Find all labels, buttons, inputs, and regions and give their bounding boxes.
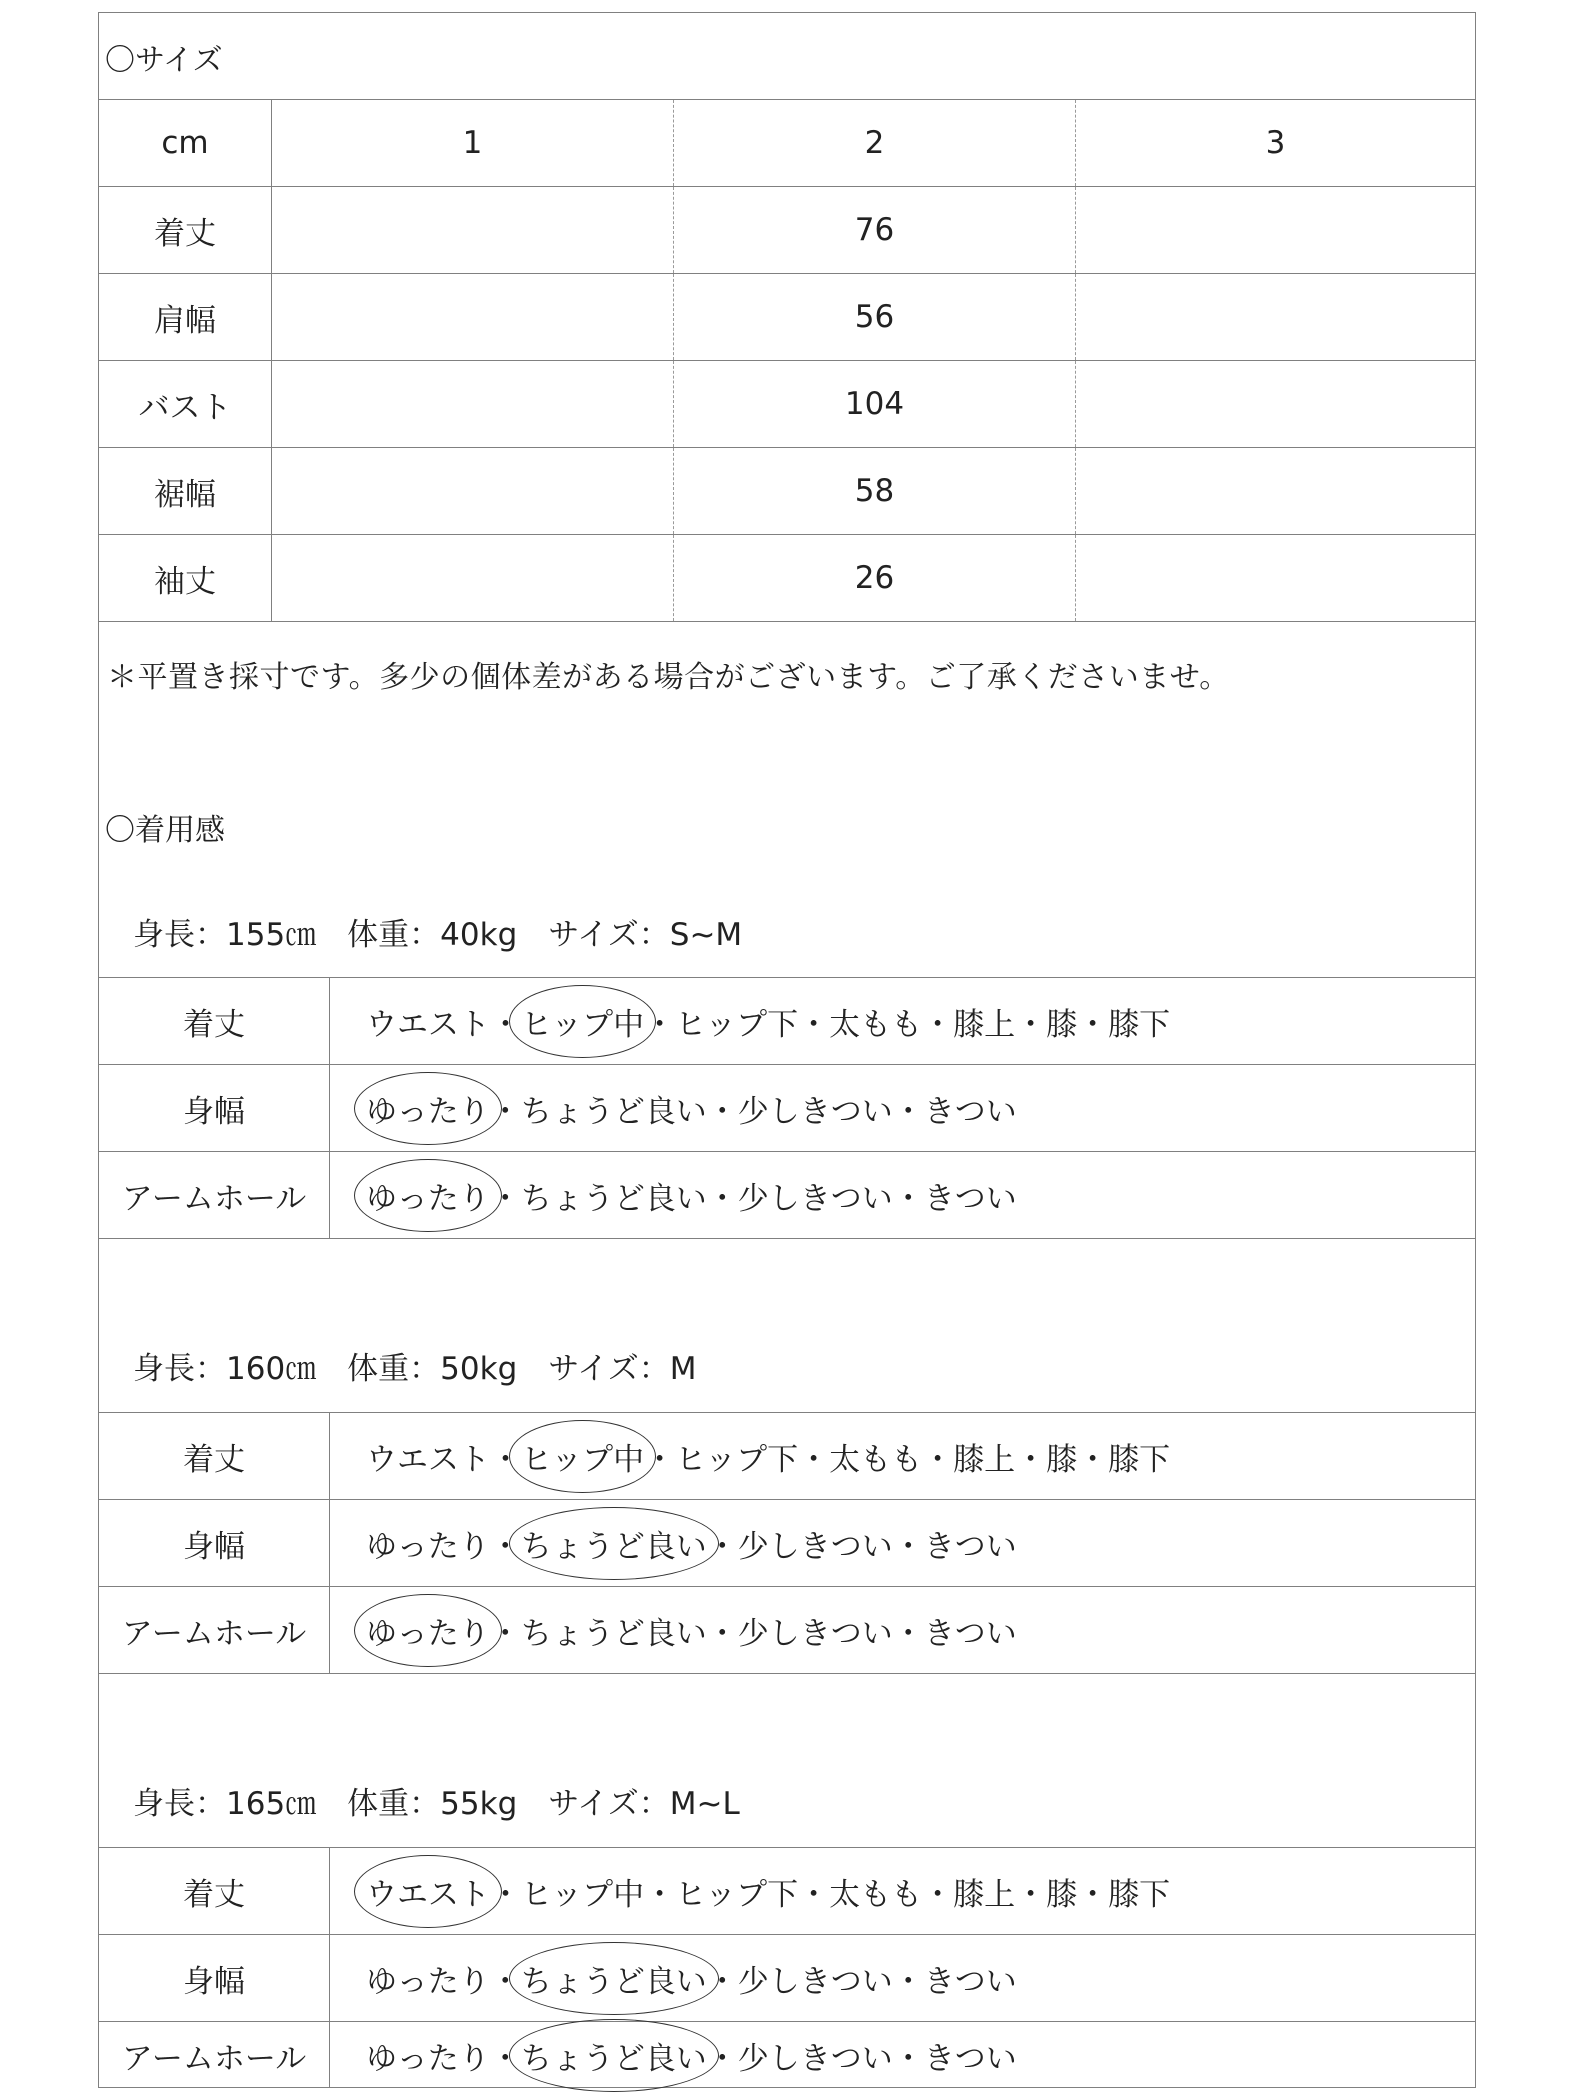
fit-option-selected: ちょうど良い [521,2033,707,2078]
person-info: 身長：160㎝ 体重：50kg サイズ：M [133,1351,697,1387]
option-separator: ・ [489,1093,521,1130]
fit-label: アームホール [121,1180,307,1217]
measure-value [271,448,673,534]
option-separator: ・ [706,2040,738,2077]
option-separator: ・ [1015,1006,1047,1043]
person-block [99,1674,1475,1848]
measure-value: 26 [673,535,1075,621]
fit-option: ゆったり [366,1963,490,2000]
fit-option: 膝 [1046,1441,1078,1478]
person-block [99,1239,1475,1413]
option-separator: ・ [489,1615,521,1652]
measure-value [1075,448,1475,534]
fit-row [99,1065,1475,1152]
fit-option: ヒップ下 [675,1441,799,1478]
measure-value: 76 [673,187,1075,273]
fit-option: きつい [923,1963,1017,2000]
measure-label: 袖丈 [154,563,216,600]
option-separator: ・ [892,2040,924,2077]
fit-option: ウエスト [366,1441,490,1478]
fit-option: 少しきつい [737,1615,893,1652]
fit-option-selected: ウエスト [366,1869,490,1914]
fit-option: ちょうど良い [520,1615,707,1652]
fit-option: ヒップ下 [675,1876,799,1913]
size-chart-sheet [98,12,1476,2088]
header-size-3: 3 [1075,100,1475,186]
fit-option: 太もも [829,1876,923,1913]
fit-option: 太もも [829,1006,923,1043]
option-separator: ・ [644,1876,676,1913]
option-separator: ・ [798,1876,830,1913]
size-heading-row [99,13,1475,100]
option-separator: ・ [922,1006,954,1043]
fit-label: 着丈 [183,1006,245,1043]
fit-option: ちょうど良い [520,1093,707,1130]
fit-row [99,1500,1475,1587]
fit-label: 着丈 [183,1876,245,1913]
option-separator: ・ [490,1876,521,1913]
option-separator: ・ [922,1441,954,1478]
option-separator: ・ [489,2040,521,2077]
note-block [99,622,1475,978]
fit-label: 身幅 [183,1093,245,1130]
fit-option: 膝下 [1108,1441,1171,1478]
table-row [99,361,1475,448]
fit-option: きつい [923,1093,1017,1130]
option-separator: ・ [706,1615,738,1652]
option-separator: ・ [892,1528,924,1565]
fit-option: 太もも [829,1441,923,1478]
measure-value [1075,274,1475,360]
fit-options [329,1848,1475,1934]
fit-option: 少しきつい [737,1093,893,1130]
fit-label: アームホール [121,2040,307,2077]
measure-value [271,361,673,447]
fit-option-selected: ゆったり [366,1173,490,1218]
measure-value [271,535,673,621]
option-separator: ・ [706,1093,738,1130]
fit-options [329,978,1475,1064]
fit-option: 少しきつい [737,1180,893,1217]
option-separator: ・ [922,1876,954,1913]
size-heading: 〇サイズ [105,43,223,78]
fit-row [99,1935,1475,2022]
option-separator: ・ [706,1963,738,2000]
option-separator: ・ [892,1180,924,1217]
fit-option: ゆったり [366,2040,490,2077]
fit-option: ヒップ中 [521,1876,645,1913]
option-separator: ・ [1077,1006,1109,1043]
option-separator: ・ [798,1006,830,1043]
measure-value: 104 [673,361,1075,447]
fit-option: 少しきつい [737,2040,893,2077]
fit-options [329,2022,1475,2088]
fit-options [329,1065,1475,1151]
fit-option-selected: ちょうど良い [521,1956,707,2001]
fit-option: ゆったり [366,1528,490,1565]
fit-option: きつい [923,2040,1017,2077]
option-separator: ・ [1077,1441,1109,1478]
fit-option: 膝 [1046,1006,1078,1043]
fit-option-selected: ゆったり [366,1608,490,1653]
option-separator: ・ [892,1615,924,1652]
size-table-header-row [99,100,1475,187]
fit-option: 膝下 [1108,1876,1171,1913]
measure-value [271,187,673,273]
option-separator: ・ [490,1441,521,1478]
fit-option: ヒップ下 [675,1006,799,1043]
table-row [99,448,1475,535]
measure-label: 肩幅 [154,302,216,339]
fit-label: 身幅 [183,1528,245,1565]
measure-value [271,274,673,360]
fit-option: 膝 [1046,1876,1078,1913]
option-separator: ・ [892,1093,924,1130]
measure-value [1075,187,1475,273]
fit-option: ちょうど良い [520,1180,707,1217]
measure-value: 56 [673,274,1075,360]
option-separator: ・ [706,1528,738,1565]
header-unit: cm [161,125,209,161]
option-separator: ・ [798,1441,830,1478]
measure-value: 58 [673,448,1075,534]
fit-label: 身幅 [183,1963,245,2000]
option-separator: ・ [644,1441,676,1478]
header-size-1: 1 [271,100,673,186]
fit-option: 膝下 [1108,1006,1171,1043]
fit-row [99,2022,1475,2088]
fit-options [329,1500,1475,1586]
option-separator: ・ [706,1180,738,1217]
measure-label: 着丈 [154,215,216,252]
table-row [99,535,1475,622]
table-row [99,187,1475,274]
person-info: 身長：165㎝ 体重：55kg サイズ：M~L [133,1786,740,1822]
fit-option: きつい [923,1615,1017,1652]
fit-options [329,1413,1475,1499]
option-separator: ・ [490,1006,521,1043]
table-row [99,274,1475,361]
header-size-2: 2 [673,100,1075,186]
measure-value [1075,535,1475,621]
fit-options [329,1935,1475,2021]
fit-heading: 〇着用感 [105,813,225,848]
option-separator: ・ [1015,1441,1047,1478]
option-separator: ・ [489,1963,521,2000]
fit-option-selected: ヒップ中 [521,999,644,1044]
measurement-note: ＊平置き採寸です。多少の個体差がある場合がございます。ご了承くださいませ。 [107,660,1230,695]
fit-row [99,1413,1475,1500]
fit-row [99,1152,1475,1239]
fit-options [329,1587,1475,1673]
fit-option: きつい [923,1180,1017,1217]
fit-option: きつい [923,1528,1017,1565]
fit-option: 膝上 [953,1876,1016,1913]
option-separator: ・ [892,1963,924,2000]
option-separator: ・ [489,1528,521,1565]
fit-option-selected: ちょうど良い [521,1521,707,1566]
person-info: 身長：155㎝ 体重：40kg サイズ：S~M [133,917,743,953]
fit-label: アームホール [121,1615,307,1652]
fit-option-selected: ゆったり [366,1086,490,1131]
fit-option: 膝上 [953,1006,1016,1043]
fit-row [99,1587,1475,1674]
fit-option: ウエスト [366,1006,490,1043]
option-separator: ・ [1077,1876,1109,1913]
fit-row [99,1848,1475,1935]
option-separator: ・ [644,1006,676,1043]
option-separator: ・ [489,1180,521,1217]
fit-option: 少しきつい [737,1528,893,1565]
option-separator: ・ [1015,1876,1047,1913]
fit-row [99,978,1475,1065]
measure-label: 裾幅 [154,476,216,513]
fit-options [329,1152,1475,1238]
measure-value [1075,361,1475,447]
fit-option-selected: ヒップ中 [521,1434,644,1479]
fit-option: 少しきつい [737,1963,893,2000]
fit-label: 着丈 [183,1441,245,1478]
fit-option: 膝上 [953,1441,1016,1478]
measure-label: バスト [138,389,232,426]
